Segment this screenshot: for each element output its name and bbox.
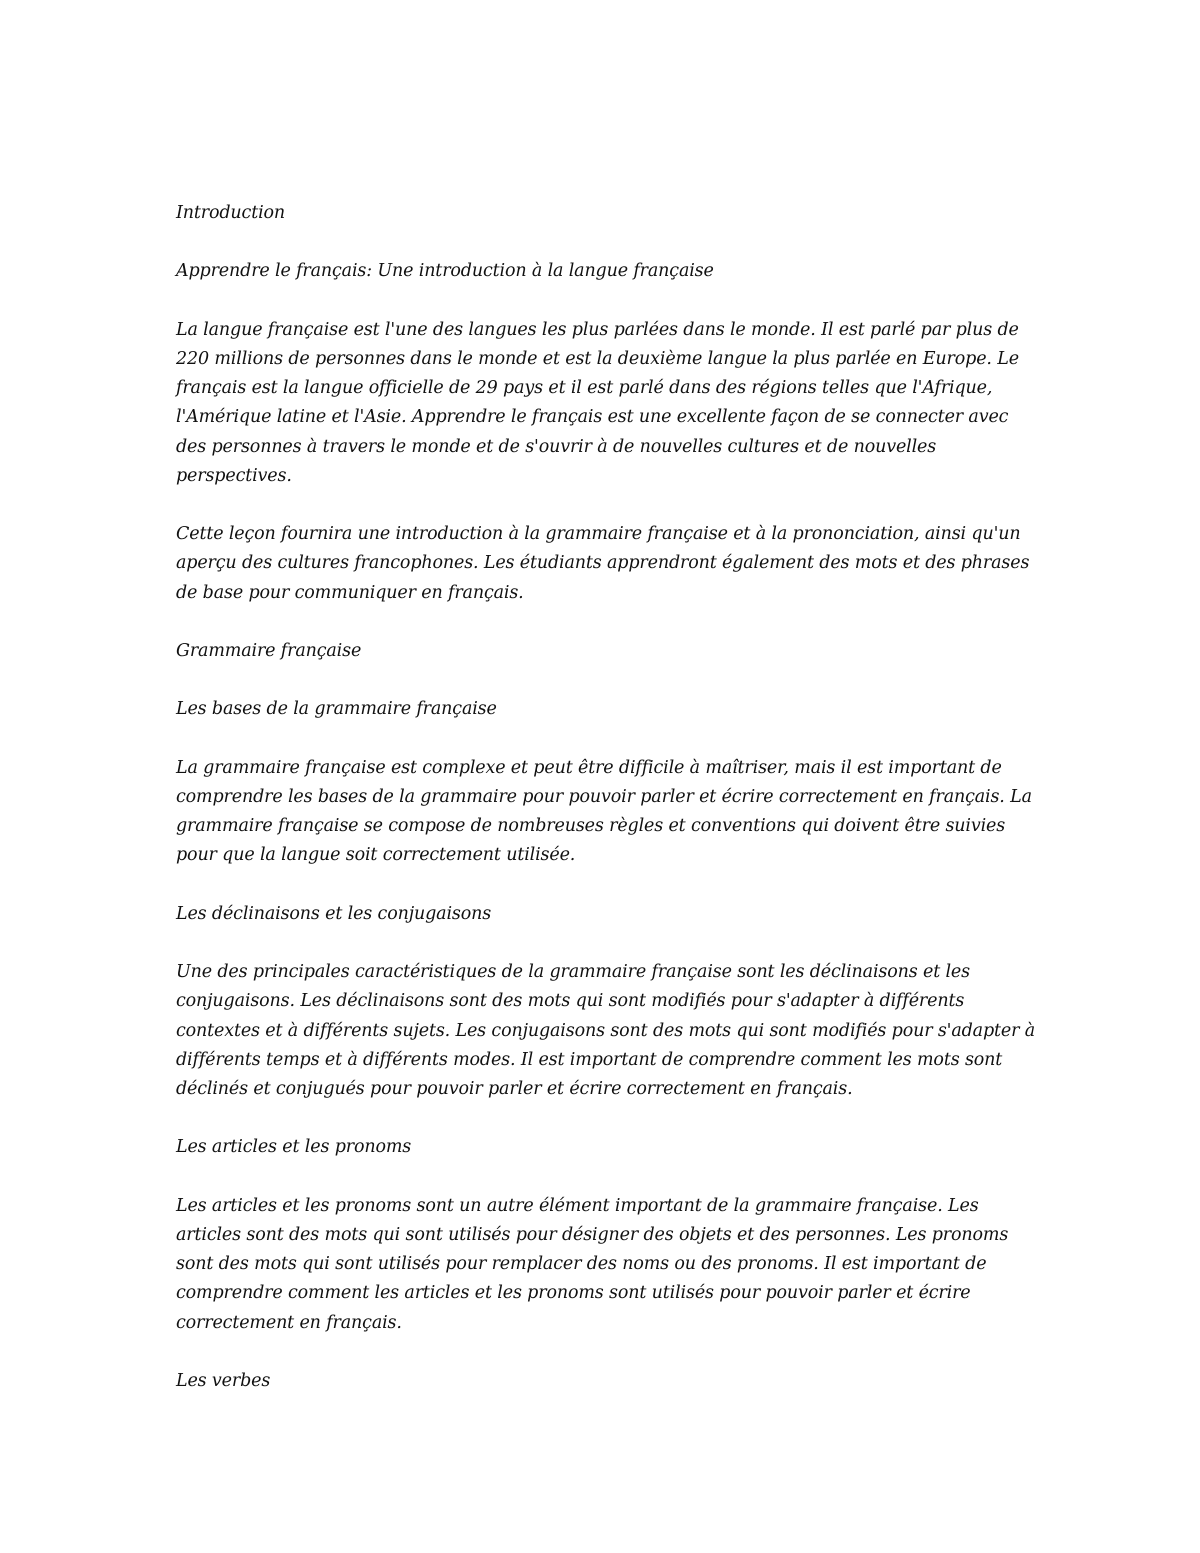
paragraph-lecon: Cette leçon fournira une introduction à la grammaire française et à la prononciation, ainsi qu'un aperçu des cultures francophones. Les étudiants apprendront également des mots et des phrases de base pour communiquer en français. xyxy=(176,524,1030,603)
paragraph-declinaisons: Une des principales caractéristiques de la grammaire française sont les déclinaisons et les conjugaisons. Les déclinaisons sont des mots qui sont modifiés pour s'adapter à différents contextes et à différents sujets. Les conjugaisons sont des mots qui sont modifiés pour s'adapter à différents temps et à différents modes. Il est important de comprendre comment les mots sont déclinés et conjugués pour pouvoir parler et écrire correctement en français. xyxy=(176,962,1035,1099)
heading-declinaisons: Les déclinaisons et les conjugaisons xyxy=(176,903,492,924)
heading-grammaire-francaise: Grammaire française xyxy=(176,640,362,661)
heading-verbes: Les verbes xyxy=(176,1370,271,1391)
heading-bases-grammaire: Les bases de la grammaire française xyxy=(176,699,497,720)
document-body xyxy=(176,199,1038,1425)
paragraph-bases-grammaire: La grammaire française est complexe et peut être difficile à maîtriser, mais il est important de comprendre les bases de la grammaire pour pouvoir parler et écrire correctement en français. La grammaire française se compose de nombreuses règles et conventions qui doivent être suivies pour que la langue soit correctement utilisée. xyxy=(176,757,1032,866)
paragraph-articles-pronoms: Les articles et les pronoms sont un autre élément important de la grammaire française. Les articles sont des mots qui sont utilisés pour désigner des objets et des personnes. Les pronoms sont des mots qui sont utilisés pour remplacer des noms ou des pronoms. Il est important de comprendre comment les articles et les pronoms sont utilisés pour pouvoir parler et écrire correctement en français. xyxy=(176,1195,1009,1333)
document-title: Apprendre le français: Une introduction à la langue française xyxy=(176,261,714,282)
heading-introduction: Introduction xyxy=(176,203,286,223)
heading-articles-pronoms: Les articles et les pronoms xyxy=(176,1137,412,1158)
paragraph-langue-francaise: La langue française est l'une des langues les plus parlées dans le monde. Il est parlé par plus de 220 millions de personnes dans le monde et est la deuxième langue la plus parlée en Europe. Le français est la langue officielle de 29 pays et il est parlé dans des régions telles que l'Afrique, l'Amérique latine et l'Asie. Apprendre le français est une excellente façon de se connecter avec des personnes à travers le monde et de s'ouvrir à de nouvelles cultures et de nouvelles perspectives. xyxy=(176,319,1019,486)
